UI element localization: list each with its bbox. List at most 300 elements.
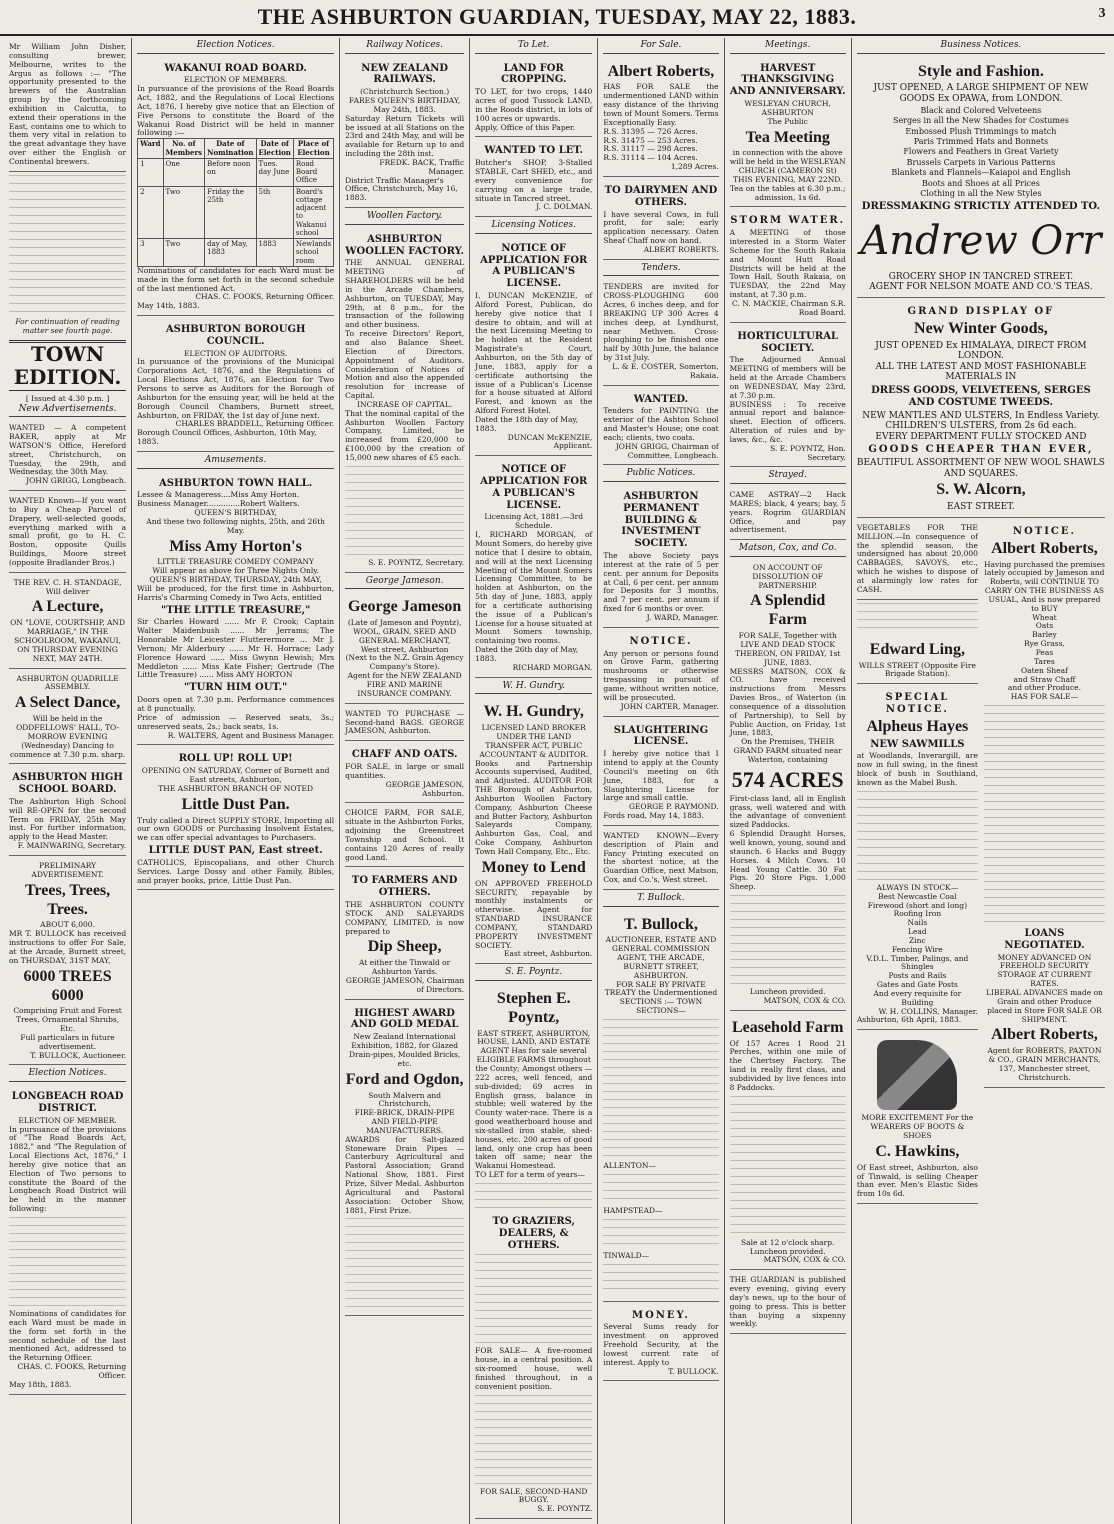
tenders-signature: L. & E. COSTER, Somerton, Rakaia. — [612, 361, 719, 380]
beautiful: BEAUTIFUL ASSORTMENT OF NEW WOOL SHAWLS AND SQUARES. — [856, 458, 1105, 479]
queens-birthday: QUEEN'S BIRTHDAY, — [194, 508, 277, 517]
ad-drapery: WANTED Known—If you want to Buy a Cheap Parcel of Drapery, well-selected goods, everything marked with a small profit, go to H. C. Boston, opposite Quills Buildings, Moore street (opposite Bradlander Bros.) — [9, 494, 126, 573]
ad-hayes — [857, 687, 978, 1030]
lower-right — [984, 521, 1105, 1207]
column-1 — [4, 38, 132, 1524]
nzr-sub: (Christchurch Section.) — [360, 87, 450, 97]
hampstead: HAMPSTEAD— — [603, 1205, 663, 1215]
dairymen-head: TO DAIRYMEN AND OTHERS. — [604, 184, 718, 208]
lower-left — [857, 521, 978, 1207]
splendid-farm-title: A Splendid Farm — [750, 592, 826, 629]
land-signature: Apply, Office of this Paper. — [475, 122, 576, 132]
wanted-let-head: WANTED TO LET. — [484, 145, 584, 157]
manchester: 137, Manchester street, Christchurch. — [998, 1063, 1091, 1082]
ad-horticultural — [730, 326, 846, 468]
trees-about: ABOUT 6,000. — [40, 920, 95, 930]
cast-list: Sir Charles Howard ...... Mr F. Crook; Captain Walter Maidenbush ...... Mr Jerrams; The Honorable Mr Leicester Flutterermore ... Mr J. Vernon; Mr Alderbury ...... Mr H. Horrace; Lady Florence Howard ...... Miss Gwynn Hewish; Mrs Meddleton ...... Miss Kate Fisher; Gertrude (The Little Treasure) ...... Miss AMY HORTON — [137, 617, 335, 680]
longbeach-sub: ELECTION OF MEMBER. — [18, 1115, 117, 1125]
for-sale-header: For Sale. — [603, 40, 718, 54]
trees-title: Trees, Trees, Trees. — [24, 881, 111, 918]
dip-text: At either the Tinwald or Ashburton Yards. — [359, 958, 451, 977]
column-6 — [725, 38, 852, 1524]
leasehold-lines — [730, 1096, 846, 1236]
column-3 — [340, 38, 470, 1524]
ad-dance — [9, 672, 126, 765]
agent-for: Agent for the NEW ZEALAND FIRE AND MARINE INSURANCE COMPANY. — [347, 671, 462, 698]
stock-item: Fencing Wire — [892, 944, 943, 954]
highest-award: HIGHEST AWARD AND GOLD MEDAL — [350, 1007, 459, 1031]
borough-head: ASHBURTON BOROUGH COUNCIL. — [165, 324, 306, 347]
table-cell: Two — [163, 239, 205, 267]
masthead-title: THE ASHBURTON GUARDIAN, TUESDAY, MAY 22, 1883. — [257, 4, 857, 29]
dressmaking: DRESSMAKING STRICTLY ATTENDED TO. — [861, 200, 1101, 212]
woollen-header: Woollen Factory. — [345, 211, 464, 225]
stock-item: Zinc — [909, 935, 926, 945]
ad-longbeach — [9, 1086, 126, 1394]
ling-title: Edward Ling, — [869, 640, 965, 658]
ad-tenders — [603, 280, 718, 385]
wakanui-head: WAKANUI ROAD BOARD. — [164, 62, 307, 74]
branch-of: THE ASHBURTON BRANCH OF NOTED — [158, 783, 313, 793]
stock-lines — [730, 895, 846, 985]
paint-head: WANTED. — [633, 393, 689, 405]
special-notice: SPECIAL NOTICE. — [885, 692, 950, 715]
notice-text: Any person or persons found on Grove Farm, gathering mushrooms or otherwise trespassing in pursuit of game, without written notice, will be prosecuted. — [603, 648, 719, 702]
continuation-note: For continuation of reading matter see fourth page. — [15, 316, 120, 335]
ad-baker — [9, 421, 126, 491]
notice-signature: JOHN CARTER, Manager. — [620, 701, 719, 711]
ad-railways — [345, 58, 464, 209]
every-dept: EVERY DEPARTMENT FULLY STOCKED AND — [875, 431, 1087, 442]
borough-date: Borough Council Offices, Ashburton, 10th May, 1883. — [137, 428, 317, 447]
collins-date: Ashburton, 6th April, 1883. — [856, 1015, 962, 1025]
thursday-date: QUEEN'S BIRTHDAY, THURSDAY, 24th MAY, — [149, 575, 322, 585]
intro-paragraph: Mr William John Disher, consulting brewer, Melbourne, writes to the Argus as follows :— "The opportunity presented to the brewers of the Australian group by the forthcoming exhibition in Calcutta, to extend their operations in the East, contains one to which to them very vital in relation to the great advantage they have over either the English or Continental brewers. — [9, 40, 126, 172]
slaughter-head: SLAUGHTERING LICENSE. — [613, 724, 709, 748]
ad-notice — [603, 631, 718, 717]
ad-wanted-purchase: WANTED TO PURCHASE — Second-hand BAGS. GEORGE JAMESON, Ashburton. — [345, 707, 464, 742]
tinwald-lines — [603, 1264, 718, 1294]
nzr-office: District Traffic Manager's Office, Christchurch, May 16, 1883. — [345, 175, 458, 203]
quadrille-head: ASHBURTON QUADRILLE ASSEMBLY. — [16, 673, 119, 692]
andrew-orr-signature: Andrew Orr — [860, 218, 1102, 265]
farm-text: First-class land, all in English grass, well watered and with the advantage of convenient sized Paddocks. — [729, 793, 846, 830]
table-header: Ward — [138, 139, 163, 159]
ad-matson-farm — [730, 561, 846, 1011]
notice-right: NOTICE. — [1012, 525, 1076, 537]
buy-item: Barley — [1032, 630, 1057, 640]
hort-signature: S. E. POYNTZ, Hon. Secretary. — [770, 443, 846, 462]
to-let-header: To Let. — [475, 40, 592, 54]
ad-morgan — [475, 459, 592, 677]
roll-up: ROLL UP! ROLL UP! — [178, 753, 293, 765]
poyntz-list: 222 acres, well fenced, and sub-divided; 69 acres in English grass, balance in stubble; well watered by the County water-race. There is a good weatherboard house and six-stalled iron stable, shed-houses, etc. 200 acres of good land, only one crop has been taken off same; near the Wakanui Homestead. — [475, 1072, 593, 1171]
public-header: Public Notices. — [603, 468, 718, 482]
table-cell: 3 — [138, 239, 163, 267]
acres-574: 574 ACRES — [731, 766, 844, 792]
lecture-title: A Lecture, — [31, 598, 104, 616]
ad-baker-text: WANTED — A competent BAKER, apply at Mr WATSON'S Office, Hereford street, Christchurch, on Tuesday, the 29th, and Wednesday, the 30th May. — [9, 423, 127, 477]
stock-item: Best Newcastle Coal — [878, 891, 957, 901]
mckenzie-signature: DUNCAN McKENZIE, Applicant. — [507, 432, 593, 451]
roberts-agent-for: Agent for ROBERTS, PAXTON & CO., GRAIN MERCHANTS, — [987, 1046, 1102, 1065]
late-of: (Late of Jameson and Poyntz), — [347, 618, 462, 628]
roberts-title: Albert Roberts, — [607, 62, 715, 80]
school-text: The Ashburton High School will RE-OPEN for the second Term on FRIDAY, 25th May inst. For further information, apply to the Head Master. — [9, 796, 127, 842]
table-header: No. of Members — [163, 139, 205, 159]
ad-chaff — [345, 744, 464, 803]
money-lend-title: Money to Lend — [481, 858, 586, 876]
liberal: LIBERAL ADVANCES made on Grain and other Produce placed in Store FOR SALE OR SHIPMENT. — [986, 988, 1103, 1024]
luncheon: Luncheon provided. — [749, 987, 826, 997]
ad-hawkins — [857, 1033, 978, 1204]
goods-item: Paris Trimmed Hats and Bonnets — [913, 137, 1049, 147]
table-cell: Before noon on — [205, 158, 256, 186]
goods-item: Serges in all the New Shades for Costumes — [892, 116, 1069, 126]
money-advanced: MONEY ADVANCED ON FREEHOLD SECURITY — [997, 952, 1092, 971]
ling-address: WILLS STREET (Opposite Fire Brigade Station). — [858, 660, 976, 679]
private-treaty: FOR SALE BY PRIVATE TREATY the Undermentioned SECTIONS :— TOWN SECTIONS— — [604, 979, 718, 1016]
column-5 — [598, 38, 724, 1524]
west-street: West street, Ashburton — [360, 644, 449, 654]
table-row — [138, 239, 334, 267]
hort-text: The Adjourned Annual MEETING of members will be held at the Arcade Chambers on WEDNESDAY, May 23rd, at 7.30 p.m. — [729, 355, 846, 400]
nzr-head: NEW ZEALAND RAILWAYS. — [361, 62, 449, 86]
slaughter-signature: GEORGE P. RAYMOND. — [628, 802, 719, 812]
money-head: MONEY. — [632, 1309, 690, 1321]
ad-guardian: THE GUARDIAN is published every evening, giving every day's news, up to the hour of going to press. This is better than buying a sixpenny weekly. — [730, 1273, 846, 1334]
doors: Doors open at 7.30 p.m. Performance commences at 8 punctually. — [137, 695, 335, 713]
stock-item: Lead — [908, 927, 927, 937]
always-stock: ALWAYS IN STOCK— — [876, 882, 959, 892]
jameson-header: George Jameson. — [345, 576, 464, 590]
borough-sub: ELECTION OF AUDITORS. — [184, 348, 288, 358]
tea-detail: Tea on the tables at 6.30 p.m.; admission, 1s 6d. — [729, 183, 846, 202]
body-text-lines — [9, 175, 126, 315]
prices: Price of admission — Reserved seats, 3s.; unreserved seats, 2s.; back seats, 1s. — [137, 712, 335, 731]
opening: OPENING ON SATURDAY, Corner of Burnett and East streets, Ashburton, — [141, 766, 330, 784]
ad-strayed: CAME ASTRAY—2 Hack MARES; black, 4 years; bay, 5 years. Rogrim GUARDIAN Office, and pay advertisement. — [730, 488, 846, 540]
table-header: Date of Election — [256, 139, 293, 159]
goods-item: Brussels Carpets in Various Patterns — [906, 157, 1056, 167]
ad-money — [603, 1305, 718, 1382]
woollen-body-lines — [345, 466, 464, 556]
money-text: ON APPROVED FREEHOLD SECURITY, repayable by monthly instalments or otherwise. Agent for STANDARD INSURANCE COMPANY, STANDARD PROPERTY INVESTMENT SOCIETY. — [475, 878, 593, 950]
longbeach-signature: CHAS. C. FOOKS, Returning Officer. — [17, 1362, 127, 1380]
table-cell: Two — [163, 186, 205, 239]
ad-land-crop — [475, 58, 592, 138]
harvest-head: HARVEST THANKSGIVING AND ANNIVERSARY. — [729, 62, 846, 98]
wool-grain: WOOL, GRAIN, SEED AND GENERAL MERCHANT, — [353, 626, 457, 645]
next-to: (Next to the N.Z. Grain Agency Company's Store). — [345, 653, 464, 672]
borough-text: In pursuance of the provisions of the Municipal Corporations Act, 1876, and the Regulations of Local Elections Act, 1876, an Election for Two Persons to serve as Auditors for the Borough of Ashburton for the ensuing year, will be held at the Borough Council Chambers, Burnett street, Ashburton, on FRIDAY, the 1st day of June next. — [137, 357, 335, 420]
ad-baker-signature: JOHN GRIGG, Longbeach. — [26, 476, 127, 486]
select-dance-title: A Select Dance, — [14, 694, 121, 712]
luncheon-2: Luncheon provided. — [749, 1246, 826, 1256]
money-signature: T. BULLOCK. — [668, 1366, 719, 1376]
stock-item: Gates and Gate Posts — [876, 980, 958, 990]
school-signature: F. MAINWARING, Secretary. — [17, 841, 127, 851]
rs-total: 1,289 Acres. — [670, 162, 719, 172]
hampstead-lines — [603, 1219, 718, 1249]
morgan-date: Dated the 26th day of May, 1883. — [475, 645, 579, 663]
ad-wakanui — [137, 58, 334, 316]
page-number: 3 — [1098, 6, 1106, 21]
nzr-signature: FREDK. BACK, Traffic Manager. — [379, 157, 465, 176]
on-premises: On the Premises, THEIR GRAND FARM situated near Waterton, containing — [733, 737, 842, 764]
poyntz-signature: S. E. POYNTZ. — [537, 1504, 593, 1514]
ad-vegetables: VEGETABLES FOR THE MILLION.—In consequence of the splendid season, the undersigned has about 20,000 CABBAGES, SAVOYS, etc., which he wishes to dispose of at alarmingly low rates for CASH. — [857, 521, 978, 600]
table-cell: 1 — [138, 158, 163, 186]
dance-detail: Will be held in the ODDFELLOWS' HALL, TO-MORROW EVENING (Wednesday) Dancing to commence at 7.30 p.m. sharp. — [9, 714, 126, 759]
hort-business: BUSINESS : To receive annual report and balance-sheet. Election of officers. Alteration of rules and by-laws, &c., &c. — [729, 399, 846, 444]
stock-item: Nails — [907, 918, 928, 928]
play-title: "THE LITTLE TREASURE," — [161, 604, 311, 616]
ad-trees — [9, 859, 126, 1065]
walters-signature: R. WALTERS, Agent and Business Manager. — [167, 730, 335, 740]
dairy-text: I have several Cows, in full profit, for sale; early application necessary. Oaten Sheaf Chaff now on hand. — [603, 209, 719, 246]
stock-item: Roofing Iron — [893, 909, 942, 919]
increase-head: INCREASE OF CAPITAL. — [357, 399, 453, 409]
wesleyan: WESLEYAN CHURCH, ASHBURTON — [744, 99, 831, 117]
little-treasure-company: LITTLE TREASURE COMEDY COMPANY — [157, 557, 314, 567]
stock-item: Firewood (short and long) — [867, 900, 968, 910]
children-ulsters: CHILDREN'S ULSTERS, from 2s 6d each. — [885, 421, 1077, 432]
more-excitement: MORE EXCITEMENT For the WEARERS OF BOOTS & SHOES — [861, 1113, 974, 1141]
table-row — [138, 186, 334, 239]
boot-illustration-icon — [877, 1040, 957, 1110]
nz-exhibition: New Zealand International Exhibition, 1882, for Glazed Drain-pipes, Moulded Bricks, etc. — [349, 1032, 461, 1068]
alcorn-address: EAST STREET. — [947, 502, 1015, 513]
ad-storm-water — [730, 210, 846, 322]
gundry-text: Books and Partnership Accounts supervised, Audited, and Adjusted. AUDITOR FOR THE Borough of Ashburton, Ashburton Woollen Factory Company, Ashburton Cheese and Butter Factory, Ashburton Saleyards Company, Ashburton Gas, Coal, and Coke Company, Ashburton Town Hall Company, Etc., Etc. — [475, 758, 593, 856]
collins-signature: W. H. COLLINS, Manager. — [878, 1006, 978, 1016]
townhall-head: ASHBURTON TOWN HALL. — [159, 477, 313, 489]
storm-signature: C. N. MACKIE, Chairman S.R. Road Board. — [731, 299, 846, 317]
borough-signature: CHARLES BRADDELL, Returning Officer. — [175, 419, 335, 429]
money-text-c5: Several Sums ready for investment on approved Freehold Security, at the lowest current rate of interest. Apply to — [603, 1322, 719, 1367]
stock-item: Posts and Rails — [888, 971, 947, 981]
style-fashion-title: Style and Fashion. — [918, 62, 1044, 80]
farmers-head: TO FARMERS AND OTHERS. — [351, 875, 458, 899]
buy-item: and other Produce. — [1007, 683, 1081, 693]
leasehold-title: Leasehold Farm — [731, 1018, 844, 1036]
ad-mckenzie — [475, 238, 592, 456]
morgan-sub: Licensing Act, 1881.—3rd Schedule. — [484, 512, 584, 531]
storm-head: STORM WATER. — [730, 215, 846, 227]
rs-item: R.S. 31114 — 104 Acres. — [603, 153, 698, 163]
fares: FARES QUEEN'S BIRTHDAY, May 24th, 1883. — [349, 96, 461, 114]
table-cell: Board's cottage adjacent to Wakanui school — [293, 186, 333, 239]
wakanui-signature: CHAS. C. FOOKS, Returning Officer. — [195, 292, 335, 302]
licensing-header: Licensing Notices. — [475, 220, 592, 234]
grand-display: GRAND DISPLAY OF — [907, 305, 1055, 317]
ad-choice-farm: CHOICE FARM, FOR SALE, situate in the Ashburton Forks, adjoining the Greenstreet Township and School. It contains 120 Acres of really good Land. — [345, 806, 464, 867]
just-opened: JUST OPENED, A LARGE SHIPMENT OF NEW GOODS Ex OPAWA, from LONDON. — [873, 83, 1089, 105]
lower-business-grid — [857, 521, 1105, 1207]
column-4 — [470, 38, 598, 1524]
jameson-title: George Jameson — [347, 598, 462, 616]
notice-app-head: NOTICE OF APPLICATION FOR A PUBLICAN'S LICENSE. — [480, 242, 588, 290]
buy-item: Rye Grass, — [1024, 639, 1065, 649]
land-text: TO LET, for two crops, 1440 acres of good Tussock LAND, in the Roods district, in lots of 100 acres or upwards. — [475, 87, 593, 123]
little-dust-pan-title: Little Dust Pan. — [181, 795, 290, 813]
trees-bullock: MR T. BULLOCK has received instructions to offer For Sale, at the Arcade, Burnett street, on THURSDAY, 31ST MAY, — [9, 929, 127, 965]
wakanui-text: In pursuance of the provisions of the Road Boards Act, 1882, and the Regulations of Local Elections Act, 1876, I hereby give notice that an Election of Five Persons to constitute the Board of the Wakanui Road District will be held in manner following :— — [137, 84, 335, 138]
slaughter-text: I hereby give notice that I intend to apply at the County Council's meeting on 6th June, 1883, for a Slaughtering License for large and small cattle. — [603, 749, 719, 803]
alpheus-title: Alpheus Hayes — [866, 717, 969, 735]
roberts-text: HAS FOR SALE the undermentioned LAND within easy distance of the thriving town of Mount Somers. Terms Exceptionally Easy. — [603, 82, 719, 127]
to-let: TO LET for a term of years— — [475, 1170, 585, 1180]
rs-item: R.S. 31117 — 298 Acres. — [603, 144, 698, 154]
poyntz-title: Stephen E. Poyntz, — [496, 989, 571, 1026]
longbeach-table-lines — [9, 1217, 126, 1307]
roberts-right-title: Albert Roberts, — [991, 539, 1098, 557]
buy-item: Peas — [1035, 647, 1054, 657]
land-crop-head: LAND FOR CROPPING. — [500, 62, 567, 86]
notice-head: NOTICE. — [629, 635, 693, 647]
hawkins-text: Of East street, Ashburton, also of Tinwald, is selling Cheaper than ever. Men's Elastic Sides from 10s 6d. — [856, 1162, 978, 1199]
goods-item: Boots and Shoes at all Prices — [921, 178, 1040, 188]
woollen-signature: S. E. POYNTZ, Secretary. — [368, 557, 465, 567]
election-header: Election Notices. — [9, 1068, 126, 1082]
gundry-title: W. H. Gundry, — [483, 703, 584, 721]
columns — [4, 38, 1110, 1514]
allenton: ALLENTON— — [603, 1161, 656, 1171]
goods-item: Embossed Plush Trimmings to match — [905, 126, 1057, 136]
issued-at: [ Issued at 4.30 p.m. ] — [25, 393, 110, 403]
ad-woollen — [345, 229, 464, 573]
ad-dust-pan — [137, 748, 334, 890]
firebrick: FIRE-BRICK, DRAIN-PIPE AND FIELD-PIPE MANUFACTURERS. — [354, 1108, 455, 1135]
matson-signature: MATSON, COX & CO. — [763, 995, 846, 1005]
longbeach-head: LONGBEACH ROAD DISTRICT. — [11, 1091, 124, 1114]
prelim-head: PRELIMINARY ADVERTISEMENT. — [31, 861, 104, 879]
wakanui-sub: ELECTION OF MEMBERS. — [184, 75, 288, 85]
railway-header: Railway Notices. — [345, 40, 464, 54]
alcorn-title: S. W. Alcorn, — [936, 481, 1026, 499]
buy-item: Tares — [1034, 656, 1055, 666]
licensed: LICENSED LAND BROKER UNDER THE LAND TRANSFER ACT, PUBLIC ACCOUNTANT & AUDITOR. — [479, 723, 589, 759]
longbeach-date: May 18th, 1883. — [9, 1379, 72, 1389]
lessee: Lessee & Manageress....Miss Amy Horton. — [137, 490, 300, 500]
woollen-text: THE ANNUAL GENERAL MEETING of SHAREHOLDERS will be held in the Arcade Chambers, Ashburton, on TUESDAY, May 29th, at 8 p.m., for the transaction of the following and other business. — [345, 258, 465, 330]
dress-goods: DRESS GOODS, VELVETEENS, SERGES AND COSTUME TWEEDS. — [871, 384, 1091, 408]
wakanui-foot: Nominations of candidates for each Ward must be made in the form set forth in the second schedule of the last mentioned Act. — [137, 265, 335, 293]
ad-wanted-let — [475, 140, 592, 217]
trees-detail: Comprising Fruit and Forest Trees, Ornamental Shrubs, Etc. — [13, 1006, 122, 1034]
gundry-address: East street, Ashburton. — [503, 949, 593, 959]
leasehold-text: Of 157 Acres 1 Rood 21 Perches, within one mile of the Chertsey Factory. The land is really first class, and subdivided by live fences into 8 Paddocks. — [729, 1038, 846, 1092]
chaff-text: FOR SALE, in large or small quantities. — [345, 762, 465, 780]
catholics: CATHOLICS, Episcopalians, and other Church Services. Large Dossy and other Family, Bibles, and prayer books, price, Little Dust Pan. — [137, 857, 335, 885]
awards-lines — [345, 1218, 464, 1308]
ad-dairymen — [603, 180, 718, 260]
wakanui-table — [137, 138, 334, 267]
meetings-header: Meetings. — [730, 40, 846, 54]
masthead — [0, 0, 1114, 36]
nelson-agent: AGENT FOR NELSON MOATE AND CO.'S TEAS. — [869, 282, 1093, 293]
south-malvern: South Malvern and Christchurch, — [368, 1090, 442, 1109]
and-nights: And these two following nights, 25th, and 26th May. — [146, 516, 325, 535]
sections-lines — [603, 1019, 718, 1159]
goods-item: Blankets and Flannels—Kaiapoi and English — [891, 168, 1071, 178]
ad-bullock — [603, 911, 718, 1302]
matson-header: Matson, Cox, and Co. — [730, 543, 846, 557]
strayed-header: Strayed. — [730, 470, 846, 484]
goods-item: Flowers and Feathers in Great Variety — [903, 147, 1059, 157]
chaff-head: CHAFF AND OATS. — [351, 749, 458, 761]
slaughter-date: Fords road, May 14, 1883. — [603, 811, 704, 821]
nzr-text: Saturday Return Tickets will be issued at all Stations on the 23rd and 24th May, and will be available for Return up to and including the 28th inst. — [345, 113, 465, 159]
town-edition: TOWN EDITION. — [9, 340, 126, 391]
for-sale-detail: FOR SALE, Together with LIVE AND DEAD STOCK THEREON, ON FRIDAY, 1st JUNE, 1883. — [734, 631, 841, 667]
grazier-head: TO GRAZIERS, DEALERS, & OTHERS. — [492, 1215, 575, 1251]
ad-ford-ogdon — [345, 1003, 464, 1317]
table-header: Place of Election — [293, 139, 333, 159]
rs-item: R.S. 31475 — 253 Acres. — [603, 135, 698, 145]
tea-meeting-title: Tea Meeting — [745, 128, 830, 146]
butcher-text: Butcher's SHOP, 3-Stalled STABLE, Cart SHED, etc., and every convenience for carrying on a large trade, situate in Tancred street. — [475, 158, 593, 203]
ad-tea-meeting — [730, 58, 846, 208]
morgan-signature: RICHARD MORGAN. — [512, 662, 593, 672]
the-public: The Public — [767, 116, 808, 126]
table-header: Date of Nomination — [205, 139, 256, 159]
ad-borough — [137, 319, 334, 452]
new-ads-header: New Advertisements. — [9, 404, 126, 418]
bullock-title: T. Bullock, — [623, 915, 698, 933]
for-sale-houses: FOR SALE— A five-roomed house, in a central position. A six-roomed house, well finished throughout, in a convenient position. — [475, 1346, 593, 1391]
longbeach-text: In pursuance of the provisions of "The Road Boards Act, 1882," and "The Regulation of Local Elections Act, 1876," I hereby give notice that an Election of Two persons to constitute the Board of the Longbeach Road District will be held in the manner following: — [9, 1124, 127, 1214]
houses-lines — [475, 1395, 592, 1485]
horticultural-head: HORTICULTURAL SOCIETY. — [737, 330, 838, 354]
building-text: The above Society pays interest at the rate of 5 per cent. per annum for Deposits at Call, 6 per cent. per annum for Deposits for 3 months, and 7 per cent. per annum if fixed for 6 months or over. — [603, 551, 719, 614]
county-stock: THE ASHBURTON COUNTY STOCK AND SALEYARDS COMPANY, LIMITED, is now prepared to — [345, 900, 465, 936]
butcher-signature: J. C. DOLMAN. — [536, 202, 593, 212]
increase-text: That the nominal capital of the Ashburton Woollen Factory Company, Limited, be increased from £20,000 to £100,000 by the creation of 15,000 new shares of £5 each. — [345, 408, 465, 462]
ad-alcorn — [857, 301, 1105, 518]
business-manager: Business Manager..............Robert Walters. — [137, 499, 300, 509]
ad-leasehold — [730, 1014, 846, 1270]
ad-paint — [603, 389, 718, 466]
ad-school — [9, 767, 126, 856]
goods-cheaper: GOODS CHEAPER THAN EVER, — [868, 444, 1094, 456]
table-cell: 5th — [256, 186, 293, 239]
tenders-text: TENDERS are invited for CROSS-PLOUGHING 600 Acres, 6 inches deep, and for BREAKING UP 300 Acres 4 inches deep, at Lyndhurst, near Methven. Cross-ploughing to be finished one half by 30th June, the balance by 31st July. — [603, 282, 719, 363]
paint-signature: JOHN GRIGG, Chairman of Committee, Longbeach. — [615, 441, 719, 460]
bullock-header: T. Bullock. — [603, 893, 718, 907]
bullock-sub: AUCTIONEER, ESTATE AND GENERAL COMMISSION AGENT, THE ARCADE, BURNETT STREET, ASHBURTON. — [605, 935, 717, 980]
for-sale-lines — [984, 705, 1105, 925]
ad-ling — [857, 636, 978, 685]
buy-item: Wheat — [1032, 612, 1057, 622]
grocery: GROCERY SHOP IN TANCRED STREET. — [888, 271, 1074, 282]
lecture-lead: THE REV. C. H. STANDAGE, Will deliver — [13, 577, 122, 596]
morgan-text: I, RICHARD MORGAN, of Mount Somers, do hereby give notice that I desire to obtain, and will at the next Licensing Meeting of the Mount Somers Licensing Committee, to be holden at Ashburton, on the 5th day of June, 1883, apply for a certificate authorising the issue of a Publican's License for a house situated at Mount Somers township, containing two rooms. — [475, 530, 593, 646]
building-signature: J. WARD, Manager. — [646, 612, 719, 622]
lecture-detail: ON "LOVE, COURTSHIP, AND MARRIAGE," IN THE SCHOOLROOM, WAKANUI, ON THURSDAY EVENING NEXT, MAY 24TH. — [10, 618, 125, 663]
table-cell: Friday the 25th — [205, 186, 256, 239]
matson-text: MESSRS MATSON, COX & CO. have received instructions from Messrs Davies Bros., of Waterton (in consequence of a dissolution of Partnership), to Sell by Public Auction, on Friday, 1st June, 1883, — [729, 666, 846, 738]
goods-item: Clothing in all the New Styles — [920, 189, 1042, 199]
woollen-head: ASHBURTON WOOLLEN FACTORY. — [345, 233, 464, 257]
sale-hour: Sale at 12 o'clock sharp. — [741, 1237, 835, 1247]
sawmills-text: at Woodlands, Inverargill, are now in full swing, in the finest block of bush in Southland, known as the Mabel Bush. — [856, 751, 978, 787]
ad-dip-sheep — [345, 870, 464, 999]
longbeach-foot: Nominations of candidates for each Ward must be made in the form set forth in the second schedule of the last mentioned Act, addressed to the Returning Officer. — [9, 1308, 127, 1363]
roberts-agent-title: Albert Roberts, — [991, 1026, 1098, 1044]
trees-count: 6000 TREES 6000 — [23, 967, 112, 1004]
